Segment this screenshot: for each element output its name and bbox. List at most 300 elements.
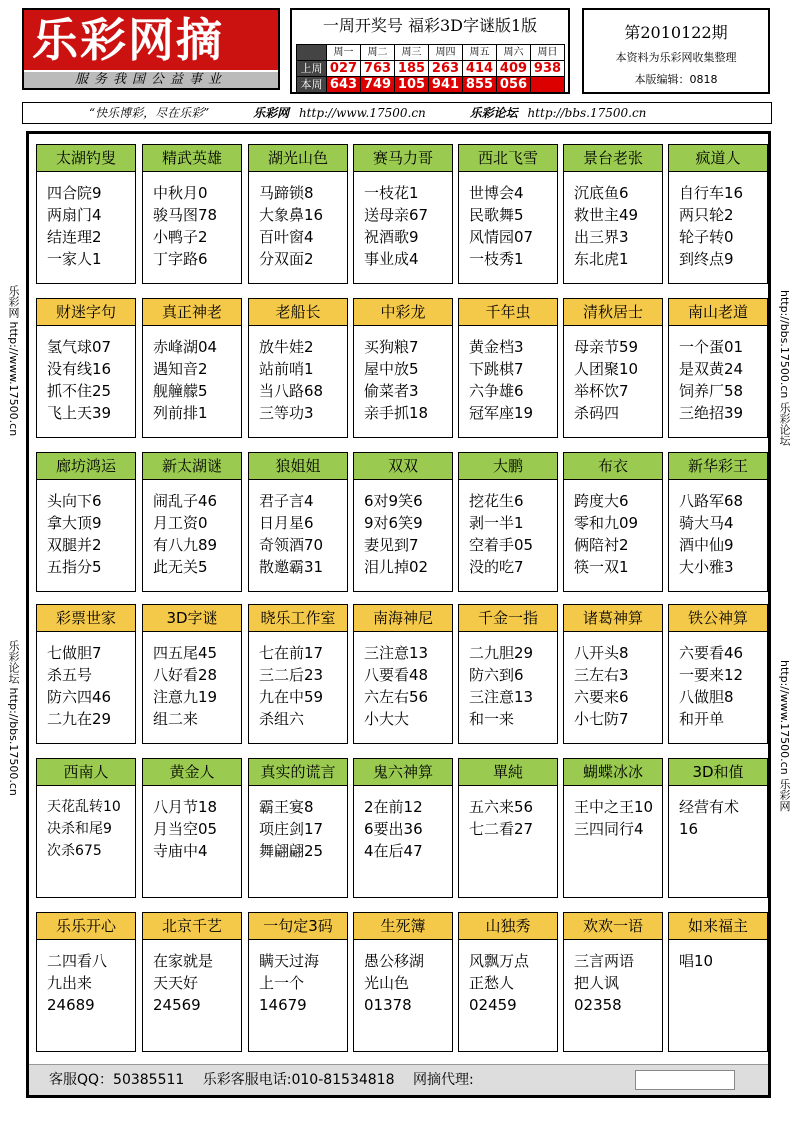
draw-table (296, 44, 565, 93)
card-line: 沉底鱼6 (574, 184, 629, 202)
site2-name: 乐彩论坛 (469, 106, 518, 120)
card-line: 黄金档3 (469, 338, 524, 356)
card-line: 东北虎1 (574, 250, 629, 268)
card-line: 下跳棋7 (469, 360, 524, 378)
card-line: 三等功3 (259, 404, 314, 422)
puzzle-card (668, 758, 768, 898)
card-line: 六要来6 (574, 688, 629, 706)
card-line: 两只轮2 (679, 206, 734, 224)
puzzle-card (353, 912, 453, 1052)
card-lines (459, 172, 557, 270)
card-line: 一枝秀1 (469, 250, 524, 268)
card-line: 人团聚10 (574, 360, 639, 378)
card-line: 次杀675 (47, 843, 102, 859)
card-line: 五六来56 (469, 798, 534, 816)
card-line: 拿大顶9 (47, 514, 102, 532)
card-line: 骏马图78 (153, 206, 218, 224)
card-line: 24569 (153, 996, 201, 1014)
card-author: 财迷字句 (37, 299, 135, 326)
puzzle-card (563, 758, 663, 898)
last-week-label: 上周 (297, 61, 327, 77)
puzzle-card (142, 758, 242, 898)
card-lines (143, 172, 241, 270)
puzzle-card (36, 912, 136, 1052)
puzzle-card (668, 912, 768, 1052)
puzzle-card (353, 144, 453, 284)
card-line: 瞒天过海 (259, 952, 320, 970)
card-line: 四合院9 (47, 184, 102, 202)
card-lines (669, 326, 767, 424)
card-line: 零和九09 (574, 514, 639, 532)
card-author: 千年虫 (459, 299, 557, 326)
card-lines (459, 480, 557, 578)
card-line: 三注意13 (469, 688, 534, 706)
card-line: 剥一半1 (469, 514, 524, 532)
card-author: 晓乐工作室 (249, 605, 347, 632)
card-author: 真正神老 (143, 299, 241, 326)
puzzle-card (36, 452, 136, 592)
puzzle-card (248, 604, 348, 744)
card-line: 妻见到7 (364, 536, 419, 554)
last-week-number: 185 (395, 61, 429, 77)
card-line: 八开头8 (574, 644, 629, 662)
card-line: 八好看28 (153, 666, 218, 684)
card-author: 北京千艺 (143, 913, 241, 940)
footer-bar (29, 1064, 768, 1095)
site1-url[interactable]: http://www.17500.cn (298, 106, 426, 120)
card-line: 头向下6 (47, 492, 102, 510)
card-line: 和一来 (469, 710, 515, 728)
card-line: 风情园07 (469, 228, 534, 246)
card-line: 饲养厂58 (679, 382, 744, 400)
card-line: 八做胆8 (679, 688, 734, 706)
card-lines (564, 940, 662, 1016)
card-line: 霸王宴8 (259, 798, 314, 816)
card-line: 俩陪衬2 (574, 536, 629, 554)
card-line: 天天好 (153, 974, 199, 992)
card-line: 氢气球07 (47, 338, 112, 356)
card-line: 02459 (469, 996, 517, 1014)
card-line: 上一个 (259, 974, 305, 992)
card-lines (459, 326, 557, 424)
puzzle-card (142, 912, 242, 1052)
card-line: 舰艟艨5 (153, 382, 208, 400)
this-week-number: 105 (395, 77, 429, 93)
slogan-quote: “快乐博彩，尽在乐彩” (89, 106, 210, 120)
side-text-left-top: 乐彩网 http://www.17500.cn (7, 285, 20, 437)
puzzle-card (458, 452, 558, 592)
card-lines (669, 940, 767, 972)
card-line: 舞翩翩25 (259, 842, 324, 860)
issue-number: 第2010122期 (624, 23, 728, 42)
card-line: 三左右3 (574, 666, 629, 684)
footer-qq: 客服QQ：50385511 (49, 1072, 185, 1088)
card-line: 到终点9 (679, 250, 734, 268)
corner-cell (297, 45, 327, 61)
card-line: 三四同行4 (574, 820, 644, 838)
card-line: 两扇门4 (47, 206, 102, 224)
card-lines (143, 326, 241, 424)
card-line: 光山色 (364, 974, 410, 992)
puzzle-card (563, 912, 663, 1052)
card-line: 小大大 (364, 710, 410, 728)
puzzle-card (142, 298, 242, 438)
last-week-number: 763 (361, 61, 395, 77)
card-lines (669, 632, 767, 730)
card-line: 自行车16 (679, 184, 744, 202)
card-lines (354, 632, 452, 730)
card-author: 太湖钓叟 (37, 145, 135, 172)
card-line: 列前排1 (153, 404, 208, 422)
puzzle-card (668, 452, 768, 592)
logo-title: 乐彩网摘 (24, 10, 278, 70)
card-line: 2在前12 (364, 798, 423, 816)
card-line: 五指分5 (47, 558, 102, 576)
card-author: 3D字谜 (143, 605, 241, 632)
card-line: 丁字路6 (153, 250, 208, 268)
card-line: 一要来12 (679, 666, 744, 684)
card-author: 單純 (459, 759, 557, 786)
card-line: 八月节18 (153, 798, 218, 816)
card-line: 注意九19 (153, 688, 218, 706)
card-line: 杀码四 (574, 404, 620, 422)
puzzle-card (142, 604, 242, 744)
card-line: 救世主49 (574, 206, 639, 224)
puzzle-card (353, 298, 453, 438)
card-line: 二四看八 (47, 952, 108, 970)
card-author: 西南人 (37, 759, 135, 786)
puzzle-card (248, 452, 348, 592)
card-line: 6对9笑6 (364, 492, 423, 510)
card-line: 杀组六 (259, 710, 305, 728)
card-author: 大鹏 (459, 453, 557, 480)
card-author: 乐乐开心 (37, 913, 135, 940)
puzzle-card (353, 604, 453, 744)
weekday-cell: 周三 (395, 45, 429, 61)
card-line: 轮子转0 (679, 228, 734, 246)
puzzle-card (142, 144, 242, 284)
card-lines (249, 480, 347, 578)
card-author: 中彩龙 (354, 299, 452, 326)
card-lines (249, 786, 347, 862)
card-line: 偷菜者3 (364, 382, 419, 400)
card-line: 马蹄锁8 (259, 184, 314, 202)
card-line: 七二看27 (469, 820, 534, 838)
card-line: 民歌舞5 (469, 206, 524, 224)
card-author: 真实的谎言 (249, 759, 347, 786)
draw-numbers-panel (290, 8, 570, 94)
card-author: 如来福主 (669, 913, 767, 940)
puzzle-card (668, 144, 768, 284)
issue-panel (582, 8, 770, 94)
card-lines (143, 940, 241, 1016)
card-line: 出三界3 (574, 228, 629, 246)
weekday-cell: 周日 (531, 45, 565, 61)
logo-subtitle: 服务我国公益事业 (24, 72, 278, 88)
agent-input-box[interactable] (635, 1070, 735, 1090)
puzzle-card (36, 144, 136, 284)
card-line: 风飘万点 (469, 952, 530, 970)
card-line: 跨度大6 (574, 492, 629, 510)
footer-agent: 网摘代理: (412, 1072, 474, 1088)
card-author: 一句定3码 (249, 913, 347, 940)
card-author: 铁公神算 (669, 605, 767, 632)
site2-url[interactable]: http://bbs.17500.cn (527, 106, 647, 120)
this-week-number: 056 (497, 77, 531, 93)
card-lines (37, 786, 135, 862)
card-line: 寺庙中4 (153, 842, 208, 860)
card-line: 遇知音2 (153, 360, 208, 378)
card-line: 一个蛋01 (679, 338, 744, 356)
card-line: 把人讽 (574, 974, 620, 992)
puzzle-card (36, 604, 136, 744)
card-line: 站前哨1 (259, 360, 314, 378)
puzzle-card (563, 144, 663, 284)
puzzle-card (353, 758, 453, 898)
puzzle-card (668, 604, 768, 744)
card-line: 02358 (574, 996, 622, 1014)
card-line: 祝酒歌9 (364, 228, 419, 246)
card-author: 布衣 (564, 453, 662, 480)
card-line: 当八路68 (259, 382, 324, 400)
card-author: 黄金人 (143, 759, 241, 786)
card-line: 六左右56 (364, 688, 429, 706)
card-lines (143, 480, 241, 578)
card-line: 君子言4 (259, 492, 314, 510)
this-week-number: 749 (361, 77, 395, 93)
card-line: 百叶窗4 (259, 228, 314, 246)
puzzle-card (36, 298, 136, 438)
card-lines (37, 632, 135, 730)
card-line: 六争雄6 (469, 382, 524, 400)
card-author: 疯道人 (669, 145, 767, 172)
weekday-cell: 周四 (429, 45, 463, 61)
card-line: 大象鼻16 (259, 206, 324, 224)
weekday-cell: 周六 (497, 45, 531, 61)
card-line: 二九在29 (47, 710, 112, 728)
card-lines (564, 632, 662, 730)
card-lines (249, 940, 347, 1016)
this-week-number: 855 (463, 77, 497, 93)
card-author: 彩票世家 (37, 605, 135, 632)
weekday-cell: 周一 (327, 45, 361, 61)
card-author: 西北飞雪 (459, 145, 557, 172)
card-author: 新太湖谜 (143, 453, 241, 480)
puzzle-card (458, 758, 558, 898)
this-week-number: 941 (429, 77, 463, 93)
card-line: 六要看46 (679, 644, 744, 662)
card-lines (354, 326, 452, 424)
card-line: 有八九89 (153, 536, 218, 554)
site1-name: 乐彩网 (253, 106, 290, 120)
card-line: 闹乱子46 (153, 492, 218, 510)
card-line: 母亲节59 (574, 338, 639, 356)
slogan-bar (22, 102, 772, 124)
card-lines (459, 940, 557, 1016)
card-lines (37, 480, 135, 578)
card-lines (249, 172, 347, 270)
card-line: 二九胆29 (469, 644, 534, 662)
puzzle-card (36, 758, 136, 898)
card-line: 奇领酒70 (259, 536, 324, 554)
card-line: 四五尾45 (153, 644, 218, 662)
card-lines (564, 326, 662, 424)
last-week-number: 938 (531, 61, 565, 77)
last-week-number: 409 (497, 61, 531, 77)
card-line: 月当空05 (153, 820, 218, 838)
card-line: 三注意13 (364, 644, 429, 662)
card-lines (354, 786, 452, 862)
puzzle-card (353, 452, 453, 592)
card-line: 七在前17 (259, 644, 324, 662)
last-week-number: 414 (463, 61, 497, 77)
last-week-number: 263 (429, 61, 463, 77)
card-line: 小七防7 (574, 710, 629, 728)
puzzle-card (563, 298, 663, 438)
card-line: 16 (679, 820, 699, 838)
card-line: 送母亲67 (364, 206, 429, 224)
card-line: 在家就是 (153, 952, 214, 970)
card-lines (354, 480, 452, 578)
card-author: 鬼六神算 (354, 759, 452, 786)
puzzle-card (458, 298, 558, 438)
card-line: 散邀霸31 (259, 558, 324, 576)
puzzle-card (668, 298, 768, 438)
card-line: 没有线16 (47, 360, 112, 378)
puzzle-card (142, 452, 242, 592)
issue-editor: 本版编辑：0818 (634, 73, 718, 86)
card-lines (354, 172, 452, 270)
this-week-number: 643 (327, 77, 361, 93)
main-frame (26, 131, 771, 1098)
card-line: 抓不住25 (47, 382, 112, 400)
side-text-right-top: http://bbs.17500.cn 乐彩论坛 (778, 290, 791, 446)
puzzle-card (458, 144, 558, 284)
card-line: 月工资0 (153, 514, 208, 532)
card-line: 冠军座19 (469, 404, 534, 422)
card-line: 泪儿掉02 (364, 558, 429, 576)
card-line: 决杀和尾9 (47, 821, 112, 837)
card-line: 天花乱转10 (47, 799, 121, 815)
puzzle-card (248, 912, 348, 1052)
side-text-right-bottom: http://www.17500.cn 乐彩网 (778, 660, 791, 812)
card-line: 酒中仙9 (679, 536, 734, 554)
card-line: 防六四46 (47, 688, 112, 706)
card-line: 14679 (259, 996, 307, 1014)
card-line: 九在中59 (259, 688, 324, 706)
card-line: 防六到6 (469, 666, 524, 684)
card-line: 01378 (364, 996, 412, 1014)
card-author: 廊坊鸿运 (37, 453, 135, 480)
card-lines (143, 632, 241, 730)
card-line: 世博会4 (469, 184, 524, 202)
card-author: 诸葛神算 (564, 605, 662, 632)
card-line: 分双面2 (259, 250, 314, 268)
card-line: 骑大马4 (679, 514, 734, 532)
card-line: 三绝招39 (679, 404, 744, 422)
card-author: 千金一指 (459, 605, 557, 632)
card-lines (564, 786, 662, 840)
card-line: 组二来 (153, 710, 199, 728)
card-line: 唱10 (679, 952, 714, 970)
card-line: 大小雅3 (679, 558, 734, 576)
puzzle-card (563, 604, 663, 744)
card-line: 空着手05 (469, 536, 534, 554)
card-lines (37, 172, 135, 270)
card-line: 挖花生6 (469, 492, 524, 510)
card-lines (564, 480, 662, 578)
puzzle-card (458, 912, 558, 1052)
card-line: 9对6笑9 (364, 514, 423, 532)
card-line: 七做胆7 (47, 644, 102, 662)
card-author: 双双 (354, 453, 452, 480)
puzzle-card (248, 298, 348, 438)
card-line: 三二后23 (259, 666, 324, 684)
card-line: 正愁人 (469, 974, 515, 992)
this-week-number (531, 77, 565, 93)
card-line: 三言两语 (574, 952, 635, 970)
card-line: 结连理2 (47, 228, 102, 246)
card-lines (37, 940, 135, 1016)
card-line: 事业成4 (364, 250, 419, 268)
card-line: 日月星6 (259, 514, 314, 532)
card-author: 湖光山色 (249, 145, 347, 172)
card-author: 精武英雄 (143, 145, 241, 172)
card-line: 飞上天39 (47, 404, 112, 422)
card-line: 此无关5 (153, 558, 208, 576)
card-line: 王中之王10 (574, 798, 654, 816)
card-author: 南海神尼 (354, 605, 452, 632)
draw-title: 一周开奖号 福彩3D字谜版1版 (322, 16, 538, 35)
card-lines (669, 786, 767, 840)
card-line: 亲手抓18 (364, 404, 429, 422)
card-author: 南山老道 (669, 299, 767, 326)
card-line: 愚公移湖 (364, 952, 425, 970)
footer-phone: 乐彩客服电话:010-81534818 (202, 1072, 395, 1088)
card-line: 八要看48 (364, 666, 429, 684)
card-line: 放牛娃2 (259, 338, 314, 356)
card-lines (249, 632, 347, 730)
puzzle-card (248, 758, 348, 898)
weekday-cell: 周五 (463, 45, 497, 61)
card-line: 九出来 (47, 974, 93, 992)
card-author: 蝴蝶冰冰 (564, 759, 662, 786)
card-line: 小鸭子2 (153, 228, 208, 246)
side-text-left-bottom: 乐彩论坛 http://bbs.17500.cn (7, 640, 20, 796)
card-line: 双腿并2 (47, 536, 102, 554)
card-line: 中秋月0 (153, 184, 208, 202)
card-author: 赛马力哥 (354, 145, 452, 172)
card-line: 6要出36 (364, 820, 423, 838)
card-author: 景台老张 (564, 145, 662, 172)
card-line: 买狗粮7 (364, 338, 419, 356)
card-lines (564, 172, 662, 270)
card-line: 是双黄24 (679, 360, 744, 378)
card-author: 新华彩王 (669, 453, 767, 480)
card-lines (37, 326, 135, 424)
card-author: 生死簿 (354, 913, 452, 940)
this-week-label: 本周 (297, 77, 327, 93)
card-line: 经营有术 (679, 798, 740, 816)
card-lines (669, 480, 767, 578)
card-author: 老船长 (249, 299, 347, 326)
issue-note: 本资料为乐彩网收集整理 (615, 51, 737, 64)
puzzle-card (563, 452, 663, 592)
card-lines (459, 786, 557, 840)
card-author: 山独秀 (459, 913, 557, 940)
last-week-number: 027 (327, 61, 361, 77)
card-line: 杀五号 (47, 666, 93, 684)
